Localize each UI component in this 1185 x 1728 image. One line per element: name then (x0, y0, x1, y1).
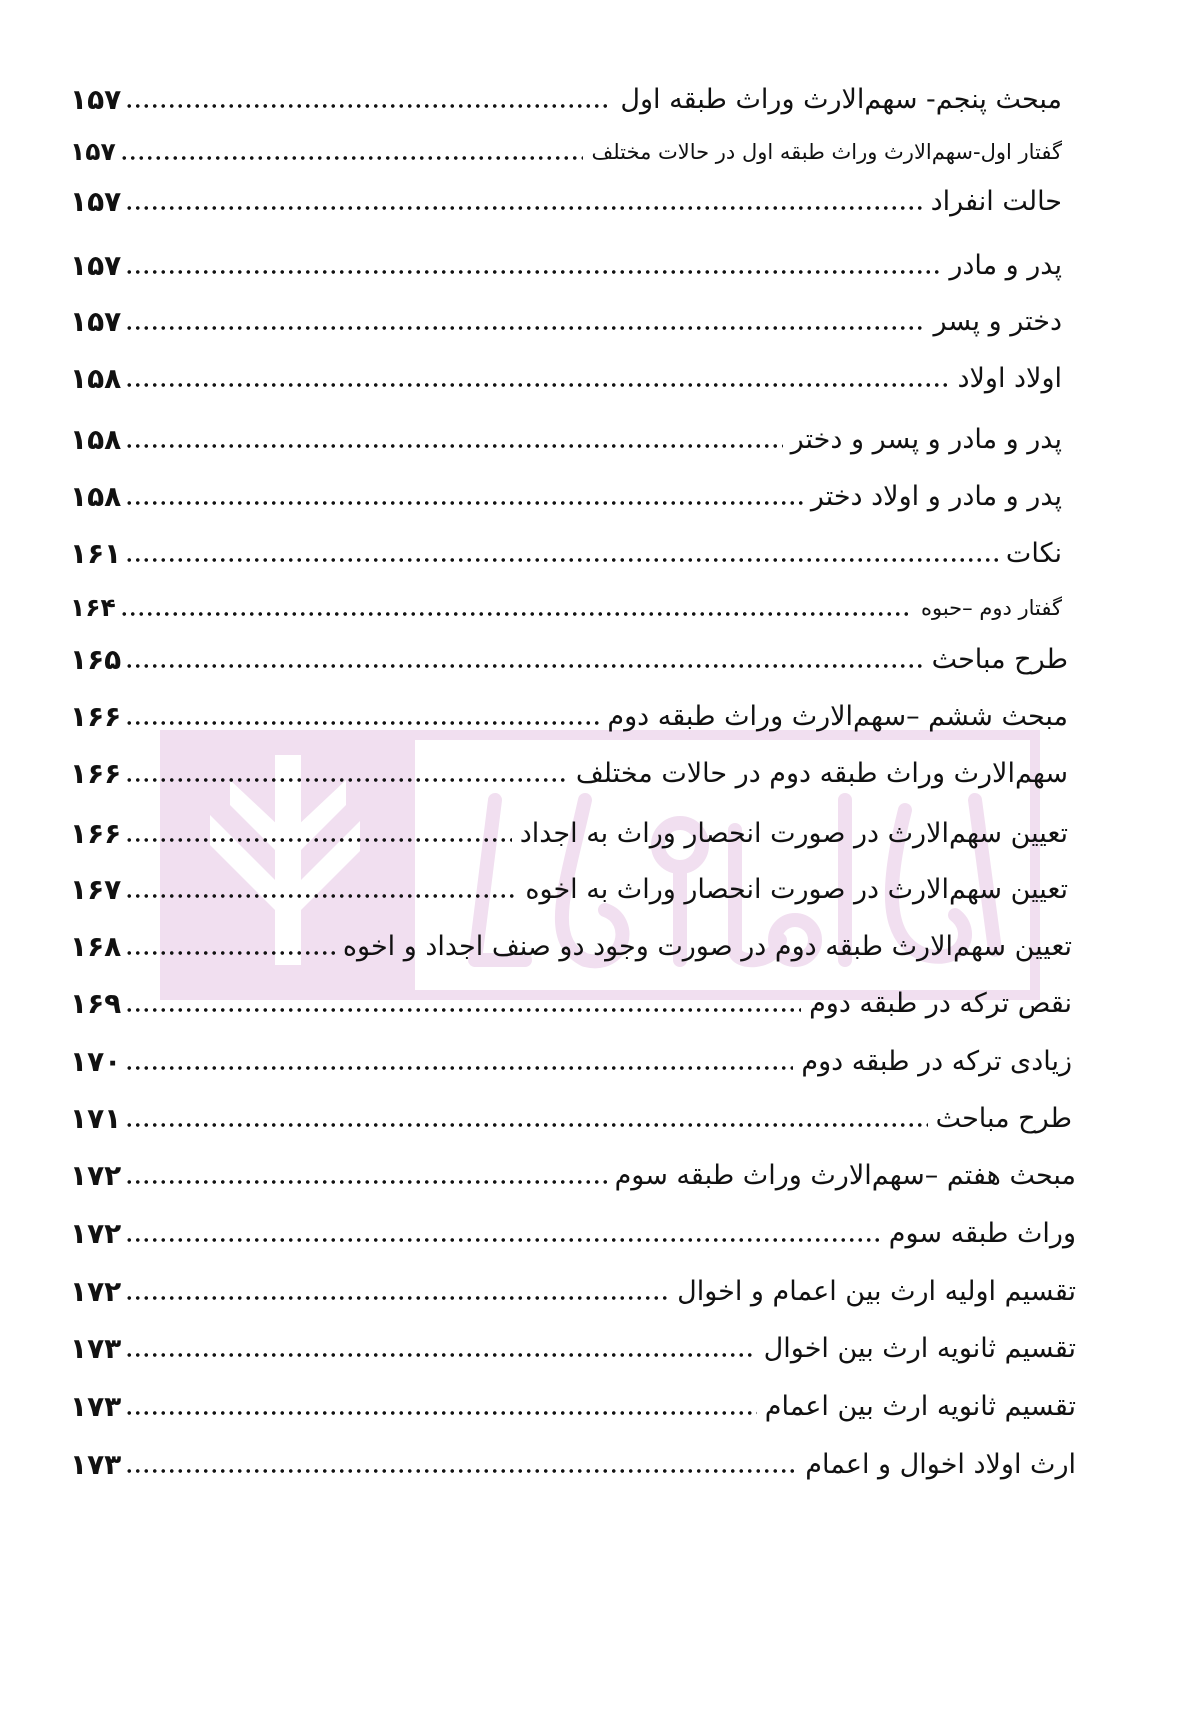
dot-leader (125, 1121, 927, 1129)
dot-leader (125, 1467, 797, 1475)
toc-entry[interactable] (70, 357, 1062, 397)
dot-leader (125, 324, 925, 332)
dot-leader (125, 949, 335, 957)
toc-entry-title: زیادی ترکه در طبقه دوم (801, 1046, 1072, 1077)
toc-entry[interactable] (70, 752, 1068, 792)
toc-entry[interactable] (70, 300, 1062, 340)
dot-leader (125, 1294, 669, 1302)
toc-entry[interactable] (70, 925, 1072, 965)
toc-entry-title: نکات (1005, 538, 1062, 569)
dot-leader (125, 719, 599, 727)
toc-entry-title: سهم‌الارث وراث طبقه دوم در حالات مختلف (575, 758, 1068, 789)
toc-entry-title: گفتار دوم –حبوه (920, 596, 1062, 620)
toc-entry-title: پدر و مادر و اولاد دختر (810, 481, 1062, 512)
toc-entry[interactable] (70, 244, 1062, 284)
toc-entry-page-number: ۱۶۸ (70, 930, 122, 963)
toc-entry-page-number: ۱۷۱ (70, 1102, 122, 1135)
toc-entry-title: پدر و مادر و پسر و دختر (790, 424, 1062, 455)
toc-entry-title: دختر و پسر (933, 306, 1062, 337)
toc-entry[interactable] (70, 1443, 1076, 1483)
toc-entry[interactable] (70, 475, 1062, 515)
dot-leader (125, 1351, 755, 1359)
toc-entry-title: وراث طبقه سوم (888, 1218, 1076, 1249)
toc-entry-title: تعیین سهم‌الارث طبقه دوم در صورت وجود دو صنف اجداد و اخوه (342, 931, 1072, 962)
toc-entry-page-number: ۱۶۷ (70, 873, 122, 906)
toc-entry[interactable] (70, 1385, 1076, 1425)
toc-entry-page-number: ۱۶۹ (70, 987, 122, 1020)
dot-leader (125, 1236, 880, 1244)
toc-entry[interactable] (70, 180, 1062, 220)
toc-entry[interactable] (70, 1040, 1072, 1080)
dot-leader (125, 556, 998, 564)
toc-entry[interactable] (70, 1270, 1076, 1310)
toc-entry-page-number: ۱۶۴ (70, 593, 116, 622)
toc-entry[interactable] (70, 418, 1062, 458)
toc-entry-page-number: ۱۷۲ (70, 1217, 122, 1250)
toc-entry-page-number: ۱۶۱ (70, 537, 122, 570)
dot-leader (125, 268, 941, 276)
dot-leader (125, 1006, 801, 1014)
toc-entry[interactable] (70, 982, 1072, 1022)
toc-entry-title: تقسیم اولیه ارث بین اعمام و اخوال (677, 1276, 1076, 1307)
toc-entry[interactable] (70, 586, 1062, 626)
toc-entry[interactable] (70, 1154, 1076, 1194)
toc-entry-page-number: ۱۵۷ (70, 83, 122, 116)
toc-entry-title: گفتار اول-سهم‌الارث وراث طبقه اول در حالات مختلف (591, 140, 1062, 164)
toc-entry-page-number: ۱۵۸ (70, 362, 122, 395)
toc-entry[interactable] (70, 1097, 1072, 1137)
toc-entry-title: طرح مباحث (935, 1103, 1072, 1134)
toc-entry-page-number: ۱۷۳ (70, 1390, 122, 1423)
toc-entry-page-number: ۱۶۶ (70, 757, 122, 790)
dot-leader (125, 662, 923, 670)
dot-leader (125, 836, 511, 844)
dot-leader (120, 610, 913, 618)
dot-leader (125, 102, 612, 110)
dot-leader (125, 1409, 756, 1417)
toc-entry-title: نقص ترکه در طبقه دوم (809, 988, 1072, 1019)
toc-entry-page-number: ۱۷۲ (70, 1159, 122, 1192)
toc-entry-title: پدر و مادر (949, 250, 1062, 281)
toc-entry-page-number: ۱۶۶ (70, 817, 122, 850)
toc-entry-page-number: ۱۶۵ (70, 643, 122, 676)
toc-entry-title: مبحث هفتم –سهم‌الارث وراث طبقه سوم (614, 1160, 1076, 1191)
dot-leader (125, 1178, 606, 1186)
dot-leader (125, 381, 949, 389)
toc-entry-title: مبحث ششم –سهم‌الارث وراث طبقه دوم (607, 701, 1068, 732)
dot-leader (125, 442, 782, 450)
dot-leader (125, 1064, 793, 1072)
toc-entry-title: تعیین سهم‌الارث در صورت انحصار وراث به اجداد (519, 818, 1068, 849)
toc-entry-title: تقسیم ثانویه ارث بین اخوال (763, 1333, 1076, 1364)
toc-entry[interactable] (70, 532, 1062, 572)
toc-entry[interactable] (70, 1327, 1076, 1367)
dot-leader (125, 892, 517, 900)
toc-entry-title: تعیین سهم‌الارث در صورت انحصار وراث به اخوه (525, 874, 1068, 905)
toc-entry-page-number: ۱۵۷ (70, 249, 122, 282)
toc-entry[interactable] (70, 1212, 1076, 1252)
toc-entry-title: ارث اولاد اخوال و اعمام (805, 1449, 1076, 1480)
toc-entry-title: حالت انفراد (930, 186, 1062, 217)
toc-entry[interactable] (70, 638, 1068, 678)
toc-entry-page-number: ۱۷۲ (70, 1275, 122, 1308)
toc-entry-page-number: ۱۵۸ (70, 423, 122, 456)
toc-entry[interactable] (70, 695, 1068, 735)
toc-entry[interactable] (70, 78, 1062, 118)
dot-leader (125, 499, 803, 507)
dot-leader (125, 776, 568, 784)
toc-entry-page-number: ۱۵۷ (70, 305, 122, 338)
toc-entry-title: اولاد اولاد (957, 363, 1062, 394)
toc-entry-page-number: ۱۷۰ (70, 1045, 122, 1078)
toc-entry-page-number: ۱۷۳ (70, 1448, 122, 1481)
toc-entry-title: مبحث پنجم- سهم‌الارث وراث طبقه اول (620, 84, 1062, 115)
toc-entry-title: تقسیم ثانویه ارث بین اعمام (764, 1391, 1076, 1422)
toc-entry[interactable] (70, 130, 1062, 170)
dot-leader (120, 154, 584, 162)
toc-entry[interactable] (70, 812, 1068, 852)
toc-entry-page-number: ۱۶۶ (70, 700, 122, 733)
toc-entry-page-number: ۱۷۳ (70, 1332, 122, 1365)
toc-entry-page-number: ۱۵۷ (70, 185, 122, 218)
dot-leader (125, 204, 922, 212)
toc-entry[interactable] (70, 868, 1068, 908)
toc-entry-page-number: ۱۵۸ (70, 480, 122, 513)
toc-entry-page-number: ۱۵۷ (70, 137, 116, 166)
toc-entry-title: طرح مباحث (931, 644, 1068, 675)
